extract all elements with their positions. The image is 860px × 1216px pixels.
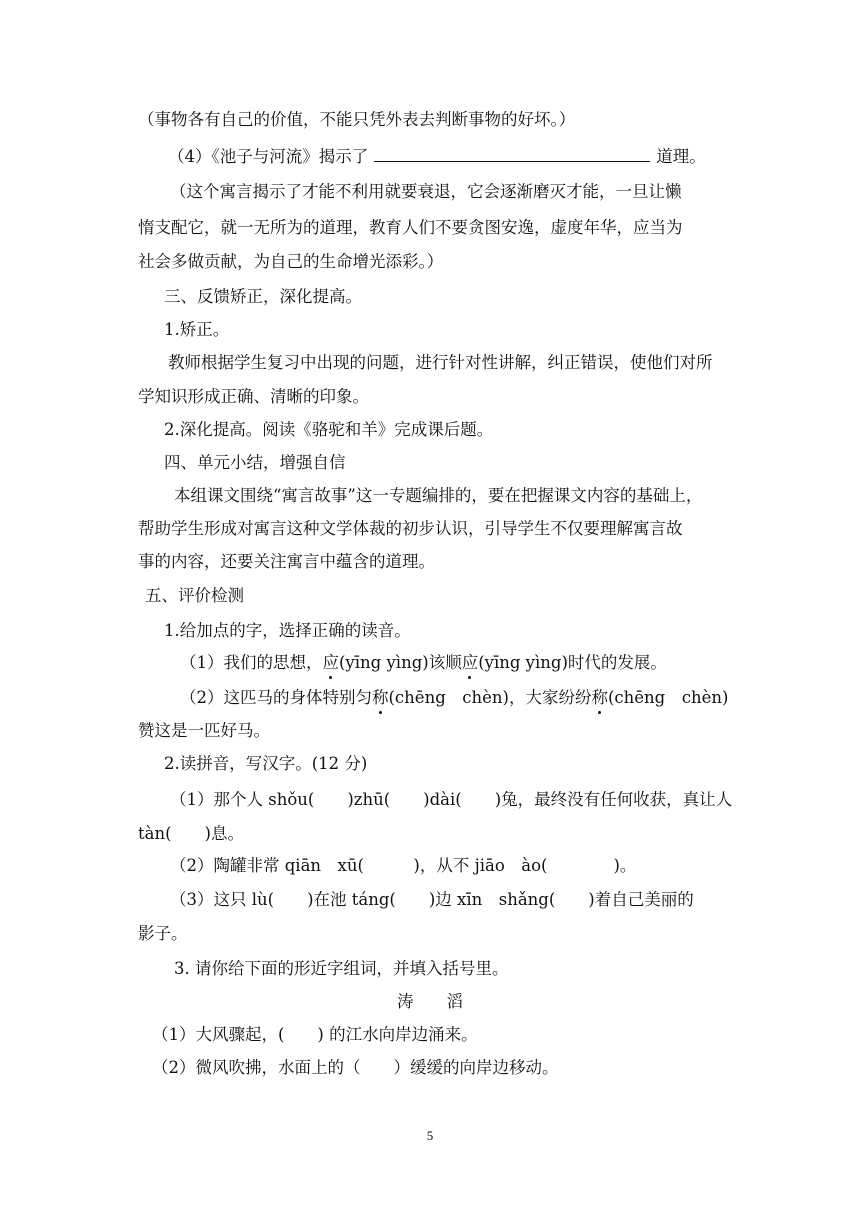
exercise-2-item-1: （1）那个人 shǒu( )zhū( )dài( )兔，最终没有任何收获，真让人 bbox=[170, 790, 733, 809]
paragraph-correction-line-1: 教师根据学生复习中出现的问题，进行针对性讲解，纠正错误，使他们对所 bbox=[168, 353, 713, 372]
summary-line-2: 帮助学生形成对寓言这种文学体裁的初步认识，引导学生不仅要理解寓言故 bbox=[138, 519, 683, 538]
dotted-char: 应 bbox=[322, 653, 339, 672]
exercise-2-item-3: （3）这只 lù( )在池 táng( )边 xīn shǎng( )着自己美丽的 bbox=[170, 890, 694, 909]
page-number: 5 bbox=[426, 1128, 434, 1143]
exercise-2-item-1-cont: tàn( )息。 bbox=[138, 824, 244, 843]
question-4 bbox=[168, 145, 706, 168]
exercise-3-item-2: （2）微风吹拂，水面上的（ ）缓缓的向岸边移动。 bbox=[152, 1058, 559, 1077]
exercise-2-item-2: （2）陶罐非常 qiān xū( )，从不 jiāo ào( )。 bbox=[170, 856, 637, 875]
exercise-3-title: 3. 请你给下面的形近字组词，并填入括号里。 bbox=[174, 959, 509, 978]
exercise-2-item-3-cont: 影子。 bbox=[138, 924, 188, 943]
paragraph-correction-line-2: 学知识形成正确、清晰的印象。 bbox=[138, 387, 369, 406]
question-4-prefix: （4）《池子与河流》揭示了 bbox=[168, 147, 369, 166]
section-heading-3: 三、反馈矫正，深化提高。 bbox=[164, 287, 362, 306]
summary-line-3: 事的内容，还要关注寓言中蕴含的道理。 bbox=[138, 552, 435, 571]
fill-blank-line[interactable] bbox=[374, 145, 650, 162]
similar-characters: 涛 滔 bbox=[397, 992, 463, 1011]
subheading-deepen: 2.深化提高。阅读《骆驼和羊》完成课后题。 bbox=[164, 420, 494, 439]
section-heading-4: 四、单元小结，增强自信 bbox=[164, 453, 346, 472]
dotted-char: 称 bbox=[591, 688, 608, 707]
exercise-1-item-2-cont: 赞这是一匹好马。 bbox=[138, 721, 270, 740]
dotted-char: 称 bbox=[372, 688, 389, 707]
question-4-suffix: 道理。 bbox=[656, 147, 706, 166]
answer-4-line-3: 社会多做贡献，为自己的生命增光添彩。） bbox=[138, 252, 444, 271]
exercise-1-title: 1.给加点的字，选择正确的读音。 bbox=[164, 621, 411, 640]
answer-4-line-2: 惰支配它，就一无所为的道理，教育人们不要贪图安逸，虚度年华，应当为 bbox=[138, 218, 683, 237]
exercise-2-title: 2.读拼音，写汉字。(12 分) bbox=[164, 754, 368, 773]
summary-line-1: 本组课文围绕“寓言故事”这一专题编排的，要在把握课文内容的基础上， bbox=[174, 486, 703, 505]
exercise-1-item-2: （2）这匹马的身体特别匀称(chēng chèn)，大家纷纷称(chēng chèn) bbox=[180, 688, 729, 707]
subheading-correction: 1.矫正。 bbox=[164, 320, 230, 339]
exercise-3-item-1: （1）大风骤起，( ) 的江水向岸边涌来。 bbox=[152, 1025, 478, 1044]
section-heading-5: 五、评价检测 bbox=[145, 586, 244, 605]
exercise-1-item-1: （1）我们的思想，应(yīng yìng)该顺应(yīng yìng)时代的发展。 bbox=[180, 653, 667, 672]
dotted-char: 应 bbox=[461, 653, 479, 672]
answer-line-3: （事物各有自己的价值，不能只凭外表去判断事物的好坏。） bbox=[138, 110, 576, 129]
answer-4-line-1: （这个寓言揭示了才能不利用就要衰退，它会逐渐磨灭才能，一旦让懒 bbox=[170, 182, 682, 201]
